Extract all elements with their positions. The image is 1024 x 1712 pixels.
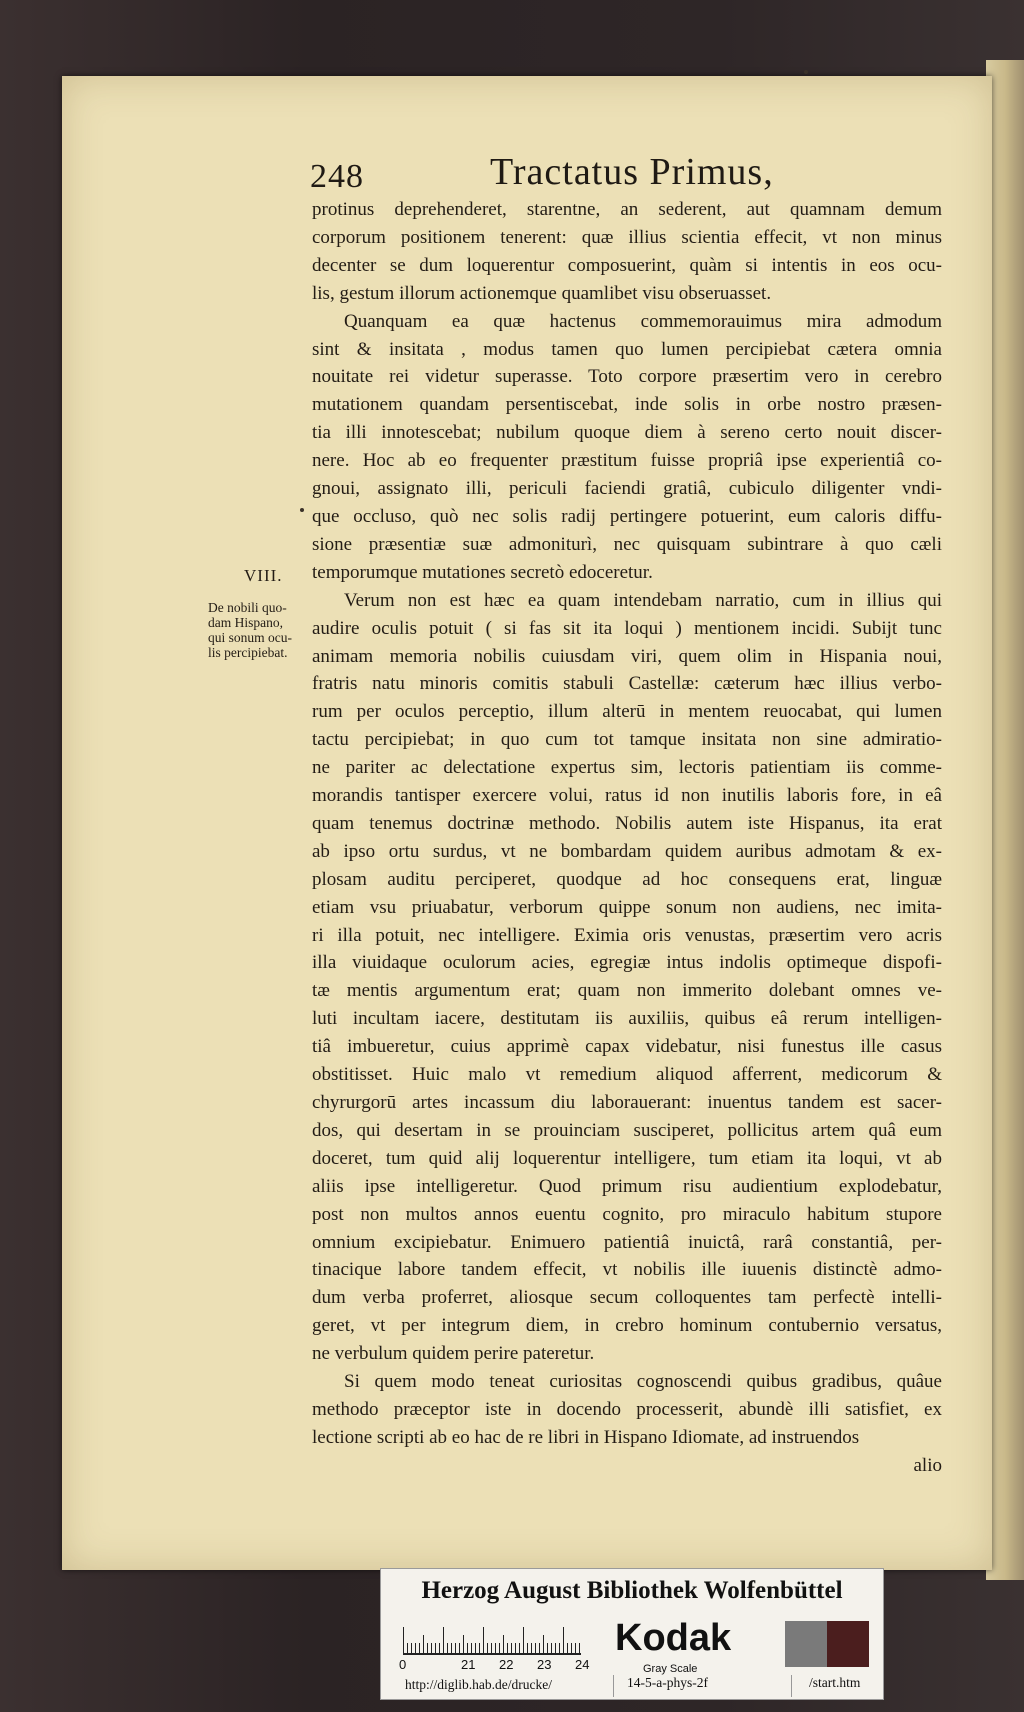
color-target-strip [380, 1568, 884, 1700]
margin-note-text [208, 600, 324, 660]
text-line: sint & insitata , modus tamen quo lumen percipiebat cætera omnia [312, 338, 942, 360]
text-line: ab ipso ortu surdus, vt ne bombardam quidem auribus admotam & ex- [312, 840, 942, 862]
text-line: ne verbulum quidem perire pateretur. [312, 1343, 595, 1365]
ruler-tick [559, 1643, 560, 1653]
ruler-tick [527, 1643, 528, 1653]
text-line: lectione scripti ab eo hac de re libri in Hispano Idiomate, ad instruendos [312, 1426, 860, 1448]
text-line: dos, qui desertam in se prouinciam susciperet, pollicitus artem quâ eum [312, 1119, 942, 1141]
text-line: Verum non est hæc ea quam intendebam narratio, cum in illius qui [344, 589, 942, 611]
ruler-tick [443, 1627, 444, 1653]
ruler-tick [479, 1643, 480, 1653]
ruler-tick [419, 1643, 420, 1653]
body-text [312, 196, 942, 1480]
url-separator [791, 1675, 792, 1697]
ruler-numbers [399, 1657, 603, 1675]
text-line: obstitisset. Huic malo vt remedium aliquod afferrent, medicorum & [312, 1064, 942, 1086]
ruler-tick [495, 1643, 496, 1653]
ruler-tick [411, 1643, 412, 1653]
text-line: gnoui, assignato illi, periculi faciendi gratiâ, cubiculo diligenter vndi- [312, 478, 942, 500]
url-row [381, 1675, 883, 1697]
ruler-tick [483, 1627, 484, 1653]
ruler-tick [407, 1643, 408, 1653]
text-line: nouitate rei videtur superasse. Toto corpore præsertim vero in cerebro [312, 366, 942, 388]
text-line: tinacique labore tandem effecit, vt nobilis ille iuuenis distinctè admo- [312, 1259, 942, 1281]
ruler-tick [543, 1635, 544, 1653]
ruler-tick [579, 1643, 580, 1653]
text-line: fratris natu minoris comitis stabuli Castellæ: cæterum hæc illius verbo- [312, 673, 942, 695]
text-line: corporum positionem tenerent: quæ illius scientia effecit, vt non minus [312, 226, 942, 248]
ruler-tick [575, 1643, 576, 1653]
ruler-tick [455, 1643, 456, 1653]
ruler-tick [439, 1643, 440, 1653]
ruler-tick [463, 1635, 464, 1653]
ruler-tick [499, 1643, 500, 1653]
running-head [310, 150, 960, 200]
text-line: lis, gestum illorum actionemque quamlibet visu obseruasset. [312, 282, 772, 304]
url-separator [613, 1675, 614, 1697]
ruler-tick [415, 1643, 416, 1653]
page-number: 248 [310, 158, 364, 195]
margin-note-number: VIII. [244, 566, 283, 585]
ruler-tick [403, 1627, 404, 1653]
ruler-tick [523, 1627, 524, 1653]
margin-note-line: qui sonum ocu- [208, 630, 292, 645]
ruler-tick [571, 1643, 572, 1653]
ink-speck [300, 508, 304, 512]
gray-swatch [785, 1621, 827, 1667]
text-line: aliis ipse intelligeretur. Quod primum risu audientium explodebatur, [312, 1175, 942, 1197]
text-line: tæ mentis argumentum erat; quam non immerito dolebant omnes ve- [312, 980, 942, 1002]
kodak-logo: Kodak [615, 1617, 732, 1659]
text-line: methodo præceptor iste in docendo processerit, abundè illi satisfiet, ex [312, 1398, 942, 1420]
paragraph [312, 308, 942, 587]
ruler-tick [427, 1643, 428, 1653]
text-line: Quanquam ea quæ hactenus commemorauimus mira admodum [344, 310, 942, 332]
ruler-tick [487, 1643, 488, 1653]
ruler-tick [567, 1643, 568, 1653]
text-line: illa viuidaque oculorum acies, egregiæ intus indolis optimeque dispofi- [312, 952, 942, 974]
ruler-tick [511, 1643, 512, 1653]
ruler-tick [519, 1643, 520, 1653]
library-name: Herzog August Bibliothek Wolfenbüttel [421, 1577, 843, 1604]
ruler-number: 21 [461, 1657, 476, 1672]
text-line: tia illi innotescebat; nubilum quoque diem à sereno certo nouit discer- [312, 422, 942, 444]
ruler-tick [471, 1643, 472, 1653]
text-line: protinus deprehenderet, starentne, an sederent, aut quamnam demum [312, 199, 942, 220]
ink-speck [804, 70, 808, 74]
paragraph [312, 1368, 942, 1452]
ruler-tick [531, 1643, 532, 1653]
text-line: Si quem modo teneat curiositas cognoscendi quibus gradibus, quâue [344, 1371, 942, 1393]
text-line: luti incultam iacere, destitutam iis auxiliis, quibus eâ rerum intelligen- [312, 1008, 942, 1030]
ruler-tick [563, 1627, 564, 1653]
gray-scale-label: Gray Scale [643, 1663, 698, 1675]
text-line: doceret, tum quid alij loquerentur intelligere, tum etiam ita loqui, vt ab [312, 1147, 942, 1169]
url-end: /start.htm [809, 1675, 861, 1690]
text-line: ri illa potuit, nec intelligere. Eximia oris venustas, præsertim vero acris [312, 924, 942, 946]
ruler-tick [467, 1643, 468, 1653]
margin-note-line: dam Hispano, [208, 615, 283, 630]
text-line: sione præsentiæ suæ admoniturì, nec quisquam subintrare à quo cæli [312, 533, 942, 555]
ruler-tick [535, 1643, 536, 1653]
text-line: animam memoria nobilis cuiusdam viri, quem olim in Hispania noui, [312, 645, 942, 667]
text-line: temporumque mutationes secretò edoceretur. [312, 561, 653, 583]
ruler-number: 23 [537, 1657, 552, 1672]
ruler-tick [431, 1643, 432, 1653]
ruler-tick [459, 1643, 460, 1653]
text-line: chyrurgorū artes incassum diu laborauerant: inuentus tandem est sacer- [312, 1092, 942, 1113]
text-line: dum verba proferret, aliosque secum colloquentes tam perfectè intelli- [312, 1287, 942, 1309]
margin-note-line: De nobili quo- [208, 600, 287, 615]
text-line: plosam auditu perciperet, quodque ad hoc consequens erat, linguæ [312, 868, 942, 890]
text-line: tiâ imbueretur, cuius apprimè capax videbatur, nisi funestus ille casus [312, 1036, 942, 1058]
ruler-tick [547, 1643, 548, 1653]
ruler-tick [451, 1643, 452, 1653]
scale-ruler [403, 1623, 581, 1655]
ruler-tick [435, 1643, 436, 1653]
text-line: quam tenemus doctrinæ methodo. Nobilis autem iste Hispanus, ita erat [312, 812, 942, 834]
ruler-tick [507, 1643, 508, 1653]
shelfmark: 14-5-a-phys-2f [627, 1675, 708, 1690]
text-line: ne pariter ac delectatione expertus sim, lectoris patientiam iis comme- [312, 757, 942, 779]
text-line: decenter se dum loquerentur composuerint, quàm si intentis in eos ocu- [312, 254, 942, 276]
catchword: alio [913, 1454, 942, 1476]
text-line: morandis tantisper exercere volui, ratus id non inutilis laboris fore, in eâ [312, 785, 942, 807]
ruler-tick [551, 1643, 552, 1653]
text-line: post non multos annos euentu cognito, pro miraculo habitum stupore [312, 1203, 942, 1225]
text-line: audire oculis potuit ( si fas sit ita loqui ) mentionem incidi. Subijt tunc [312, 617, 942, 639]
ruler-tick [475, 1643, 476, 1653]
running-title: Tractatus Primus, [490, 151, 774, 193]
ruler-tick [515, 1643, 516, 1653]
ruler-tick [539, 1643, 540, 1653]
dark-swatch [827, 1621, 869, 1667]
ruler-tick [555, 1643, 556, 1653]
text-line: etiam vsu priuabatur, verborum quippe sonum non audiens, nec imita- [312, 896, 942, 918]
ruler-tick [423, 1635, 424, 1653]
paragraph [312, 196, 942, 308]
ruler-number: 22 [499, 1657, 514, 1672]
ruler-tick [491, 1643, 492, 1653]
text-line: nere. Hoc ab eo frequenter præstitum fuisse propriâ ipse experientiâ co- [312, 450, 942, 472]
text-line: que occluso, quò nec solis radij pertingere potuerint, eum caloris diffu- [312, 505, 942, 527]
url-base[interactable]: http://diglib.hab.de/drucke/ [405, 1677, 552, 1692]
text-line: geret, vt per integrum diem, in crebro hominum contubernio versatus, [312, 1315, 942, 1337]
text-line: mutationem quandam persentiscebat, inde solis in orbe nostro præsen- [312, 394, 942, 416]
text-line: omnium excipiebatur. Enimuero patientiâ inuictâ, rarâ constantiâ, per- [312, 1231, 942, 1253]
paragraph [312, 587, 942, 1368]
ruler-number: 0 [399, 1657, 407, 1672]
text-line: tactu percipiebat; in quo cum tot tamque insitata non sine admiratio- [312, 729, 942, 751]
ruler-tick [447, 1643, 448, 1653]
margin-note-line: lis percipiebat. [208, 645, 288, 660]
text-line: rum per oculos perceptio, illum alterū in mentem reuocabat, qui lumen [312, 701, 942, 723]
ruler-number: 24 [575, 1657, 590, 1672]
ruler-tick [503, 1635, 504, 1653]
